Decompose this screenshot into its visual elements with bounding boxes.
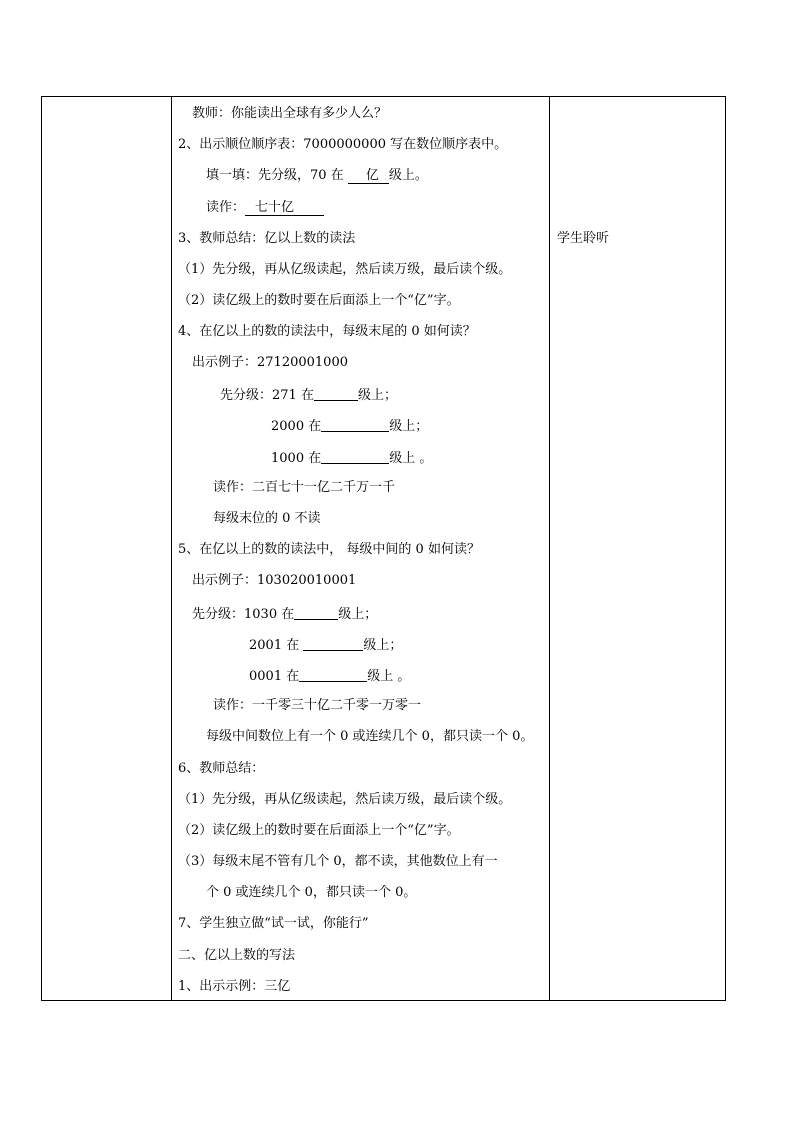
line-rule-2: （2）读亿级上的数时要在后面添上一个“亿”字。 xyxy=(178,293,460,308)
fill-blank-prefix: 填一填：先分级，70 在 xyxy=(206,168,348,183)
group-1000-suffix: 级上 。 xyxy=(389,451,433,466)
line-summary-3: （3）每级末尾不管有几个 0，都不读，其他数位上有一 xyxy=(178,854,498,869)
line-summary-3-cont: 个 0 或连续几个 0，都只读一个 0。 xyxy=(206,885,417,900)
group-271-suffix: 级上； xyxy=(357,388,397,403)
line-group-0001 xyxy=(249,667,410,685)
line-example-1: 出示例子：27120001000 xyxy=(192,355,348,370)
group-271-label: 先分级：271 在 xyxy=(220,388,314,403)
line-group-271 xyxy=(220,386,397,404)
group-2000-suffix: 级上； xyxy=(389,419,429,434)
blank-line xyxy=(303,636,363,651)
group-2000-label: 2000 在 xyxy=(271,419,322,434)
fill-blank-suffix: 级上。 xyxy=(388,168,428,183)
line-read-as xyxy=(206,200,324,216)
lesson-table xyxy=(41,96,726,1001)
line-reading-2: 读作：一千零三十亿二千零一万零一 xyxy=(213,698,422,713)
answer-blank-yi: 亿 xyxy=(348,169,389,184)
teacher-activity-column xyxy=(172,97,548,1000)
line-note-1: 每级末位的 0 不读 xyxy=(213,511,321,526)
line-reading-1: 读作：二百七十一亿二千万一千 xyxy=(213,480,396,495)
line-summary-1: （1）先分级，再从亿级读起，然后读万级，最后读个级。 xyxy=(178,792,512,807)
group-2001-label: 2001 在 xyxy=(249,638,304,653)
line-step-4: 4、在亿以上的数的读法中，每级末尾的 0 如何读？ xyxy=(178,324,476,339)
line-step-2: 2、出示顺位顺序表：7000000000 写在数位顺序表中。 xyxy=(178,137,508,152)
line-rule-1: （1）先分级，再从亿级读起，然后读万级，最后读个级。 xyxy=(178,262,512,277)
line-step-7: 7、学生独立做“试一试，你能行” xyxy=(178,916,369,931)
group-1030-label: 先分级：1030 在 xyxy=(192,607,295,622)
line-section-2: 二、亿以上数的写法 xyxy=(178,948,296,963)
line-note-2: 每级中间数位上有一个 0 或连续几个 0，都只读一个 0。 xyxy=(206,729,534,744)
group-2001-suffix: 级上； xyxy=(363,638,403,653)
line-example-2: 出示例子：103020010001 xyxy=(192,573,357,588)
read-as-label: 读作： xyxy=(206,200,246,215)
student-note: 学生聆听 xyxy=(557,231,610,246)
blank-line xyxy=(321,449,389,464)
blank-line xyxy=(294,605,338,620)
line-teacher-question: 教师：你能读出全球有多少人么？ xyxy=(192,106,388,121)
line-group-1000 xyxy=(271,449,432,467)
line-group-1030 xyxy=(192,605,377,623)
line-step-3: 3、教师总结：亿以上数的读法 xyxy=(178,231,356,246)
line-summary-2: （2）读亿级上的数时要在后面添上一个“亿”字。 xyxy=(178,823,460,838)
line-step-5: 5、在亿以上的数的读法中， 每级中间的 0 如何读？ xyxy=(178,542,480,557)
line-group-2000 xyxy=(271,417,428,435)
group-1000-label: 1000 在 xyxy=(271,451,322,466)
group-0001-suffix: 级上 。 xyxy=(367,669,411,684)
group-0001-label: 0001 在 xyxy=(249,669,300,684)
line-group-2001 xyxy=(249,636,402,654)
line-fill-blank xyxy=(206,168,428,184)
blank-line xyxy=(321,417,389,432)
line-example-3: 1、出示示例：三亿 xyxy=(178,979,291,994)
group-1030-suffix: 级上； xyxy=(338,607,378,622)
student-activity-column xyxy=(550,97,726,1000)
blank-line xyxy=(314,386,358,401)
blank-line xyxy=(299,667,367,682)
answer-blank-reading: 七十亿 xyxy=(245,201,324,216)
line-step-6: 6、教师总结： xyxy=(178,761,265,776)
